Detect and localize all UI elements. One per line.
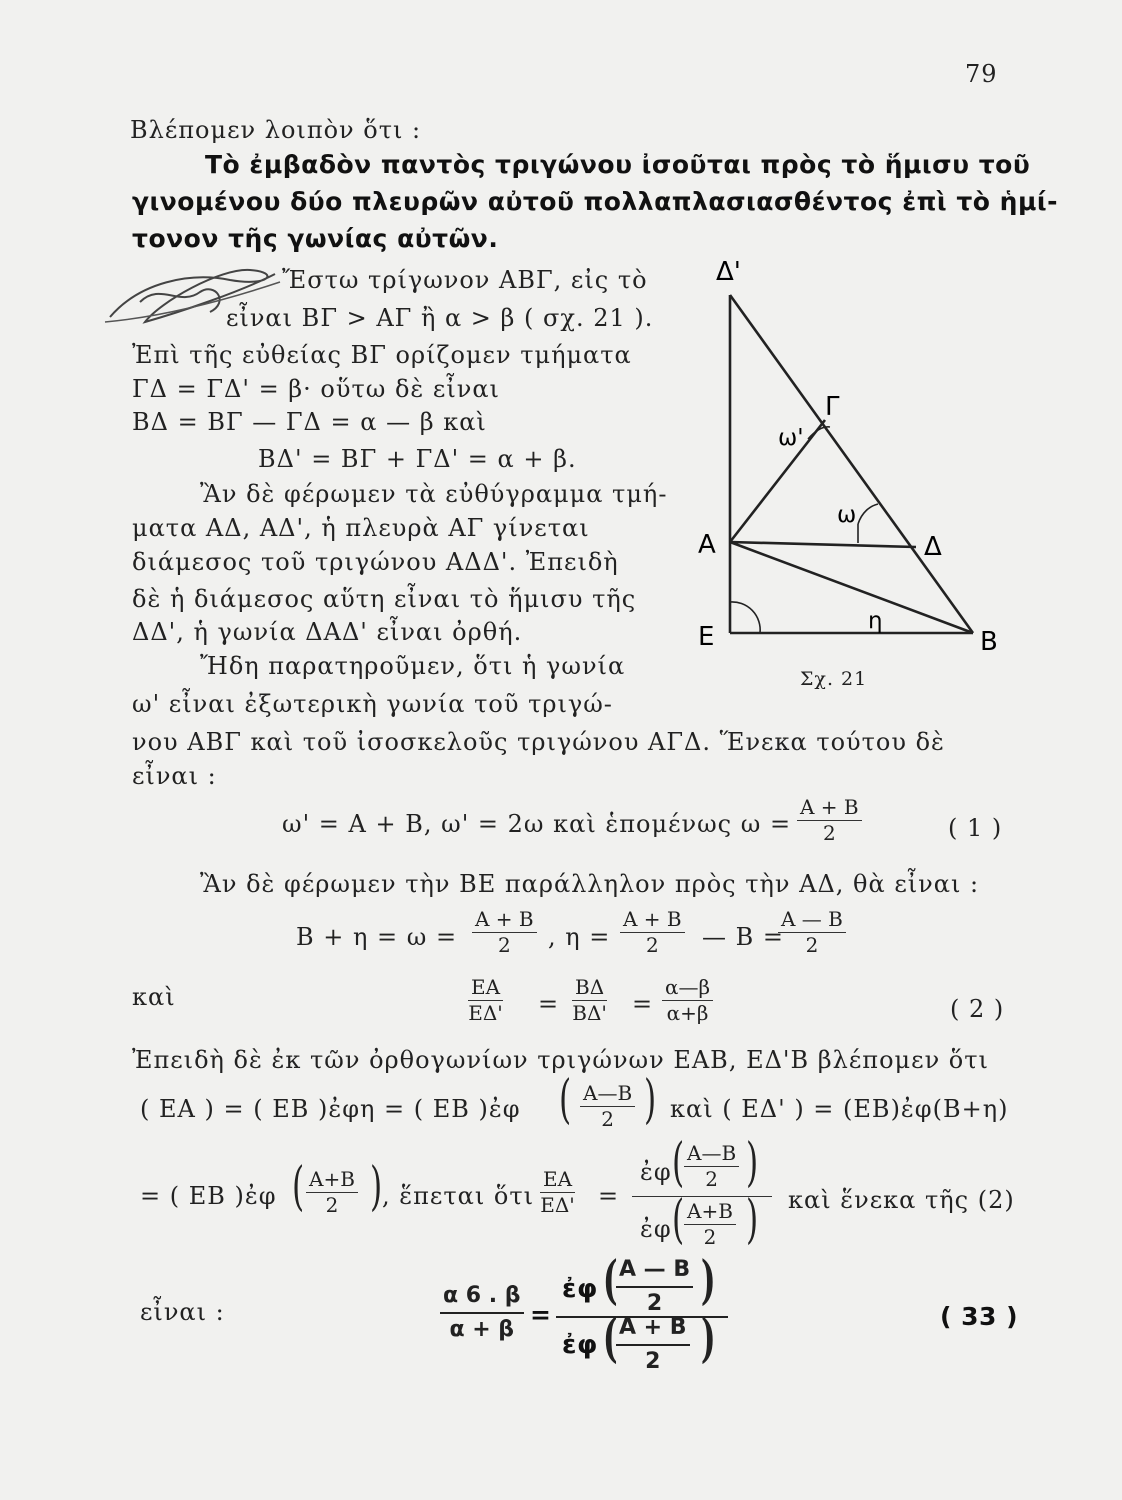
eq33-h-num: Α + Β xyxy=(616,1314,690,1346)
p3-line-1: Ἤδη παρατηροῦμεν, ὅτι ἡ γωνία xyxy=(200,652,626,680)
label-omega: ω xyxy=(837,502,857,528)
eqd-f1-den: 2 xyxy=(325,1193,339,1217)
eq2-kai: καὶ xyxy=(132,983,176,1011)
eq2-frac-3 xyxy=(662,976,713,1025)
eq33-g-rparen: ) xyxy=(700,1250,716,1311)
p1-line-5: ΒΔ = ΒΓ — ΓΔ = α — β καὶ xyxy=(132,408,487,436)
eq2-f2-den: ΒΔ' xyxy=(572,1001,607,1025)
p1-line-3: Ἐπὶ τῆς εὐθείας ΒΓ ορίζομεν τμήματα xyxy=(132,341,632,369)
eqc-t1: ( ΕΑ ) = ( ΕΒ )ἐφη = ( ΕΒ )ἐφ xyxy=(140,1095,521,1123)
eqd-g-rparen: ) xyxy=(746,1133,759,1193)
eqb-t3: — Β = xyxy=(702,923,785,951)
eqd-h-den: 2 xyxy=(703,1225,717,1249)
eqd-g-num: Α—Β xyxy=(684,1142,739,1167)
page-number: 79 xyxy=(965,60,998,88)
label-d: Δ xyxy=(924,532,942,562)
eqd-t1: = ( ΕΒ )ἐφ xyxy=(140,1182,277,1210)
eqc-f-num: Α—Β xyxy=(580,1082,635,1107)
eqd-frac-2 xyxy=(540,1168,575,1217)
eqd-f2-num: ΕΑ xyxy=(540,1168,575,1193)
eqd-lparen: ( xyxy=(292,1157,305,1217)
eqd-rparen: ) xyxy=(370,1157,383,1217)
eqd-h-lparen: ( xyxy=(672,1190,685,1250)
eq33-einai: εἶναι : xyxy=(140,1298,225,1326)
eqd-ef-top: ἐφ xyxy=(640,1158,672,1186)
p2-line-2: ματα ΑΔ, ΑΔ', ἡ πλευρὰ ΑΓ γίνεται xyxy=(132,514,590,542)
eq33-g-lparen: ( xyxy=(602,1250,618,1311)
eqd-frac-h xyxy=(684,1200,736,1249)
figure-caption: Σχ. 21 xyxy=(800,668,868,690)
eqc-f-den: 2 xyxy=(601,1107,614,1131)
eqb-f1-den: 2 xyxy=(497,933,511,957)
eqb-f1-num: Α + Β xyxy=(472,908,537,933)
eqc-frac xyxy=(580,1082,635,1131)
line-d-prime-b xyxy=(730,295,973,633)
label-b: Β xyxy=(980,627,998,657)
angle-mark-omega xyxy=(858,504,878,524)
eqd-f1-num: Α+Β xyxy=(306,1168,358,1193)
p2-line-5: ΔΔ', ἡ γωνία ΔΑΔ' εἶναι ὀρθή. xyxy=(132,618,523,646)
eq33-frac-g xyxy=(616,1256,693,1317)
eqd-f2-den: ΕΔ' xyxy=(540,1193,575,1217)
eq2-eq2: = xyxy=(632,990,654,1018)
p2-line-4: δὲ ἡ διάμεσος αὕτη εἶναι τὸ ἥμισυ τῆς xyxy=(132,585,637,613)
eqd-t2: , ἕπεται ὅτι xyxy=(382,1182,535,1210)
p2-line-3: διάμεσος τοῦ τριγώνου ΑΔΔ'. Ἐπειδὴ xyxy=(132,548,619,576)
eqd-t3: καὶ ἕνεκα τῆς (2) xyxy=(788,1186,1015,1214)
eq33-frac-left xyxy=(440,1282,524,1343)
eqb-t2: , η = xyxy=(548,923,611,951)
eq33-g-num: Α — Β xyxy=(616,1256,693,1288)
intro-line: Βλέπομεν λοιπὸν ὅτι : xyxy=(130,116,422,144)
eqb-f2-num: Α + Β xyxy=(620,908,685,933)
label-e: Ε xyxy=(698,622,715,652)
eq33-l-den: α + β xyxy=(449,1316,515,1342)
eq1-fraction xyxy=(797,796,862,845)
p1-line-6: ΒΔ' = ΒΓ + ΓΔ' = α + β. xyxy=(258,445,577,473)
eqd-h-num: Α+Β xyxy=(684,1200,736,1225)
eqb-frac-2 xyxy=(620,908,685,957)
eq2-eq1: = xyxy=(538,990,560,1018)
eq1-num: Α + Β xyxy=(797,796,862,821)
eqd-h-rparen: ) xyxy=(746,1190,759,1250)
p5-line: Ἐπειδὴ δὲ ἐκ τῶν ὀρθογωνίων τριγώνων ΕΑΒ, ΕΔ'Β βλέπομεν ὅτι xyxy=(132,1046,989,1074)
eqb-frac-1 xyxy=(472,908,537,957)
eq2-f3-num: α—β xyxy=(662,976,713,1001)
eqc-t2: καὶ ( ΕΔ' ) = (ΕΒ)ἐφ(Β+η) xyxy=(670,1095,1009,1123)
figure-21 xyxy=(690,250,1020,680)
eq33-eq: = xyxy=(530,1300,552,1329)
eq2-f3-den: α+β xyxy=(666,1001,709,1025)
angle-mark-e xyxy=(730,602,760,633)
eqd-ef-bottom: ἐφ xyxy=(640,1215,672,1243)
eq1-tag: ( 1 ) xyxy=(948,814,1003,842)
eq33-ef-bottom: ἐφ xyxy=(562,1330,598,1360)
eqd-g-lparen: ( xyxy=(672,1133,685,1193)
eq2-frac-2 xyxy=(572,976,607,1025)
eqc-lparen: ( xyxy=(559,1070,572,1130)
label-a: Α xyxy=(698,530,716,560)
eq33-g-den: 2 xyxy=(646,1290,663,1316)
eq33-ef-top: ἐφ xyxy=(562,1274,598,1304)
theorem-line-3: τονον τῆς γωνίας αὐτῶν. xyxy=(132,224,499,253)
label-g: Γ xyxy=(825,392,840,422)
theorem-line-2: γινομένου δύο πλευρῶν αὐτοῦ πολλαπλασιασθέντος ἐπὶ τὸ ἡμί- xyxy=(132,187,1058,216)
eq2-f1-den: ΕΔ' xyxy=(468,1001,503,1025)
p1-line-2: εἶναι ΒΓ > ΑΓ ἢ α > β ( σχ. 21 ). xyxy=(226,304,654,332)
eqd-eq: = xyxy=(598,1182,620,1210)
eq1-lhs: ω' = Α + Β, ω' = 2ω καὶ ἑπομένως ω = xyxy=(282,810,792,838)
eqb-f3-num: Α — Β xyxy=(778,908,846,933)
p1-line-1: Ἔστω τρίγωνον ΑΒΓ, εἰς τὸ xyxy=(282,266,648,294)
label-eta: η xyxy=(868,608,883,634)
eq33-l-num: α 6 . β xyxy=(440,1282,524,1314)
eq2-f2-num: ΒΔ xyxy=(572,976,607,1001)
eqc-rparen: ) xyxy=(644,1070,657,1130)
eqd-frac-g xyxy=(684,1142,739,1191)
eq33-frac-h xyxy=(616,1314,690,1375)
eq33-h-lparen: ( xyxy=(602,1308,618,1369)
eqb-t1: Β + η = ω = xyxy=(296,923,458,951)
p4-line: Ἂν δὲ φέρωμεν τὴν ΒΕ παράλληλον πρὸς τὴν ΑΔ, θὰ εἶναι : xyxy=(200,870,980,898)
eq2-tag: ( 2 ) xyxy=(950,995,1005,1023)
line-a-d xyxy=(730,542,916,547)
p2-line-1: Ἂν δὲ φέρωμεν τὰ εὐθύγραμμα τμή- xyxy=(200,480,668,508)
eqb-f2-den: 2 xyxy=(645,933,659,957)
eq1-den: 2 xyxy=(822,821,836,845)
label-omega-prime: ω' xyxy=(778,425,804,451)
eqb-frac-3 xyxy=(778,908,846,957)
eq2-frac-1 xyxy=(468,976,503,1025)
eqb-f3-den: 2 xyxy=(805,933,819,957)
eq33-tag: ( 33 ) xyxy=(940,1302,1019,1331)
theorem-line-1: Τὸ ἐμβαδὸν παντὸς τριγώνου ἰσοῦται πρὸς τὸ ἥμισυ τοῦ xyxy=(205,150,1031,179)
p3-line-2: ω' εἶναι ἐξωτερικὴ γωνία τοῦ τριγώ- xyxy=(132,690,613,718)
label-d-prime: Δ' xyxy=(716,257,741,287)
eqd-frac-1 xyxy=(306,1168,358,1217)
p1-line-4: ΓΔ = ΓΔ' = β· οὕτω δὲ εἶναι xyxy=(132,375,500,403)
p3-line-4: εἶναι : xyxy=(132,762,217,790)
eq33-h-den: 2 xyxy=(645,1348,661,1374)
eqd-g-den: 2 xyxy=(705,1167,718,1191)
p3-line-3: νου ΑΒΓ καὶ τοῦ ἰσοσκελοῦς τριγώνου ΑΓΔ. Ἕνεκα τούτου δὲ xyxy=(132,728,945,756)
eq2-f1-num: ΕΑ xyxy=(468,976,503,1001)
eq33-h-rparen: ) xyxy=(700,1308,716,1369)
